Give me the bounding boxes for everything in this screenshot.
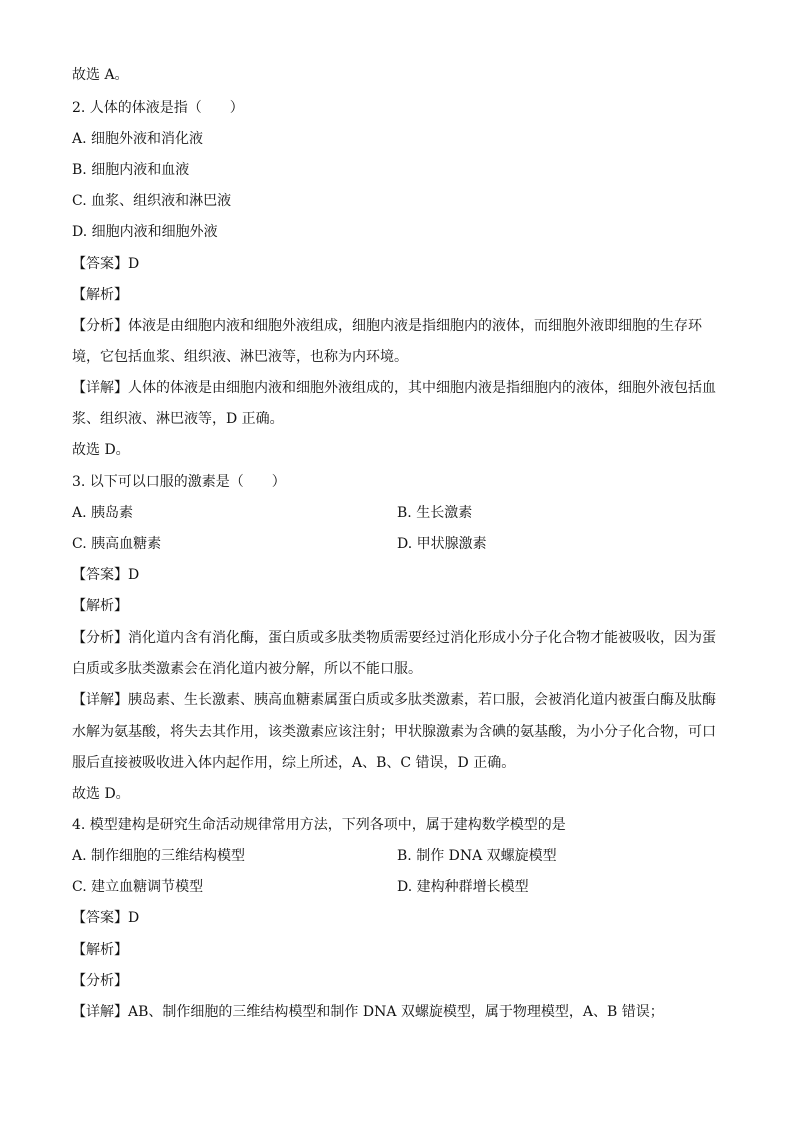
q4-xiangjie-line-1 (72, 1002, 664, 1022)
q2-stem: 2. 人体的体液是指（ ） (72, 100, 244, 116)
q2-jiexi-tag (72, 285, 128, 305)
q3-answer-line (72, 565, 139, 585)
q4-jiexi-label: 【解析】 (72, 942, 128, 958)
q4-answer-tag: 【答案】 (72, 910, 128, 926)
q2-answer-line (72, 254, 139, 274)
q2-jiexi-label: 【解析】 (72, 287, 128, 303)
q4-answer-value: D (128, 910, 140, 926)
q4-option-d: D. 建构种群增长模型 (397, 879, 529, 895)
q2-xiangjie-line-1 (72, 378, 716, 398)
q3-option-b: B. 生长激素 (397, 505, 473, 521)
q3-xiangjie-line-1 (72, 690, 716, 710)
q3-answer-tag: 【答案】 (72, 567, 128, 583)
q4-xiangjie-tag: 【详解】 (72, 1004, 128, 1020)
q3-fenxi-text-1: 消化道内含有消化酶，蛋白质或多肽类物质需要经过消化形成小分子化合物才能被吸收，因为蛋 (128, 630, 716, 646)
q2-conclusion: 故选 D。 (72, 442, 130, 458)
q4-fenxi-tag-line (72, 971, 128, 991)
q2-fenxi-text-1: 体液是由细胞内液和细胞外液组成，细胞内液是指细胞内的液体，而细胞外液即细胞的生存环 (128, 318, 702, 334)
q3-jiexi-tag (72, 596, 128, 616)
q2-option-d: D. 细胞内液和细胞外液 (72, 224, 218, 240)
q3-option-d: D. 甲状腺激素 (397, 536, 487, 552)
q3-answer-value: D (128, 567, 140, 583)
q4-option-a: A. 制作细胞的三维结构模型 (72, 848, 246, 864)
q3-fenxi-tag: 【分析】 (72, 630, 128, 646)
q2-answer-value: D (128, 256, 140, 272)
q3-xiangjie-line-3: 服后直接被吸收进入体内起作用，综上所述，A、B、C 错误，D 正确。 (72, 755, 516, 771)
q3-option-c: C. 胰高血糖素 (72, 536, 162, 552)
q2-xiangjie-tag: 【详解】 (72, 380, 128, 396)
q1-conclusion: 故选 A。 (72, 67, 129, 83)
q2-fenxi-tag: 【分析】 (72, 318, 128, 334)
q2-xiangjie-text-1: 人体的体液是由细胞内液和细胞外液组成的，其中细胞内液是指细胞内的液体，细胞外液包括血 (128, 380, 716, 396)
q3-fenxi-line-1 (72, 628, 716, 648)
q4-jiexi-tag (72, 940, 128, 960)
q3-xiangjie-tag: 【详解】 (72, 692, 128, 708)
q3-option-a: A. 胰岛素 (72, 505, 134, 521)
q2-option-a: A. 细胞外液和消化液 (72, 131, 204, 147)
q2-xiangjie-line-2: 浆、组织液、淋巴液等，D 正确。 (72, 411, 284, 427)
q4-option-b: B. 制作 DNA 双螺旋模型 (397, 848, 557, 864)
q3-jiexi-label: 【解析】 (72, 598, 128, 614)
q4-fenxi-tag: 【分析】 (72, 973, 128, 989)
q2-option-b: B. 细胞内液和血液 (72, 162, 190, 178)
q4-option-c: C. 建立血糖调节模型 (72, 879, 204, 895)
q4-answer-line (72, 908, 139, 928)
q4-xiangjie-text-1: AB、制作细胞的三维结构模型和制作 DNA 双螺旋模型，属于物理模型，A、B 错误； (128, 1004, 664, 1020)
q3-xiangjie-text-1: 胰岛素、生长激素、胰高血糖素属蛋白质或多肽类激素，若口服，会被消化道内被蛋白酶及肽酶 (128, 692, 716, 708)
q3-fenxi-line-2: 白质或多肽类激素会在消化道内被分解，所以不能口服。 (72, 661, 422, 677)
q4-stem: 4. 模型建构是研究生命活动规律常用方法，下列各项中，属于建构数学模型的是 (72, 817, 566, 833)
q3-stem: 3. 以下可以口服的激素是（ ） (72, 474, 286, 490)
q2-fenxi-line-1 (72, 316, 702, 336)
q2-answer-tag: 【答案】 (72, 256, 128, 272)
q2-option-c: C. 血浆、组织液和淋巴液 (72, 193, 232, 209)
q3-xiangjie-line-2: 水解为氨基酸，将失去其作用，该类激素应该注射；甲状腺激素为含碘的氨基酸，为小分子化合物，可口 (72, 724, 716, 740)
q2-fenxi-line-2: 境，它包括血浆、组织液、淋巴液等，也称为内环境。 (72, 349, 408, 365)
q3-conclusion: 故选 D。 (72, 786, 130, 802)
